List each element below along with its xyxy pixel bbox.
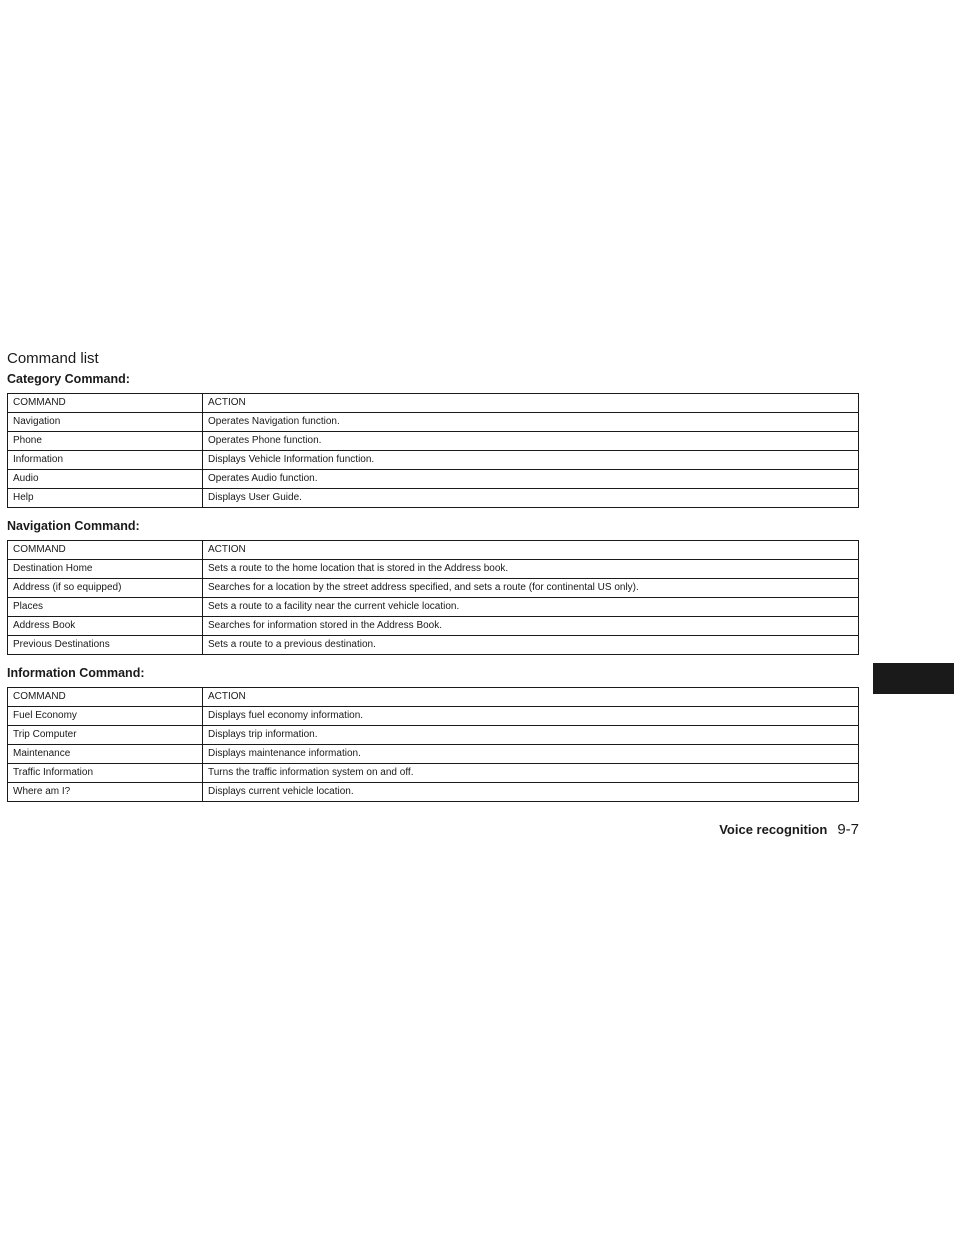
command-cell: Help: [8, 489, 203, 508]
command-cell: Maintenance: [8, 745, 203, 764]
table-header-cell: ACTION: [203, 688, 859, 707]
table-row: [8, 707, 859, 726]
command-cell: Fuel Economy: [8, 707, 203, 726]
table-row: [8, 413, 859, 432]
action-cell: Operates Navigation function.: [203, 413, 859, 432]
page-number: 9-7: [837, 821, 859, 838]
table-header-row: [8, 394, 859, 413]
command-cell: Navigation: [8, 413, 203, 432]
command-cell: Address (if so equipped): [8, 579, 203, 598]
table-row: [8, 783, 859, 802]
action-cell: Displays Vehicle Information function.: [203, 451, 859, 470]
table-header-cell: COMMAND: [8, 541, 203, 560]
command-cell: Where am I?: [8, 783, 203, 802]
page-title: Command list: [7, 350, 99, 367]
command-cell: Trip Computer: [8, 726, 203, 745]
information-command-table: [7, 687, 859, 802]
action-cell: Displays fuel economy information.: [203, 707, 859, 726]
action-cell: Sets a route to a facility near the current vehicle location.: [203, 598, 859, 617]
navigation-command-heading: Navigation Command:: [7, 519, 140, 533]
table-header-row: [8, 688, 859, 707]
table-row: [8, 489, 859, 508]
table-header-cell: ACTION: [203, 541, 859, 560]
action-cell: Displays maintenance information.: [203, 745, 859, 764]
table-header-cell: COMMAND: [8, 394, 203, 413]
command-cell: Audio: [8, 470, 203, 489]
command-cell: Places: [8, 598, 203, 617]
table-header-cell: ACTION: [203, 394, 859, 413]
table-row: [8, 745, 859, 764]
action-cell: Sets a route to a previous destination.: [203, 636, 859, 655]
table-row: [8, 451, 859, 470]
table-row: [8, 470, 859, 489]
action-cell: Searches for a location by the street address specified, and sets a route (for continental US only).: [203, 579, 859, 598]
command-cell: Address Book: [8, 617, 203, 636]
table-row: [8, 579, 859, 598]
action-cell: Displays User Guide.: [203, 489, 859, 508]
table-row: [8, 617, 859, 636]
chapter-side-tab: [873, 663, 954, 694]
navigation-command-table: [7, 540, 859, 655]
information-command-heading: Information Command:: [7, 666, 145, 680]
command-cell: Destination Home: [8, 560, 203, 579]
table-row: [8, 432, 859, 451]
table-header-cell: COMMAND: [8, 688, 203, 707]
table-row: [8, 598, 859, 617]
page-content: [7, 348, 859, 811]
category-command-table: [7, 393, 859, 508]
action-cell: Displays trip information.: [203, 726, 859, 745]
footer-chapter-title: Voice recognition: [719, 822, 828, 837]
action-cell: Turns the traffic information system on and off.: [203, 764, 859, 783]
table-row: [8, 764, 859, 783]
command-cell: Previous Destinations: [8, 636, 203, 655]
page-footer: [719, 820, 859, 840]
action-cell: Operates Audio function.: [203, 470, 859, 489]
table-row: [8, 636, 859, 655]
table-row: [8, 560, 859, 579]
category-command-heading: Category Command:: [7, 372, 130, 386]
action-cell: Displays current vehicle location.: [203, 783, 859, 802]
command-cell: Traffic Information: [8, 764, 203, 783]
table-header-row: [8, 541, 859, 560]
table-row: [8, 726, 859, 745]
action-cell: Searches for information stored in the Address Book.: [203, 617, 859, 636]
command-cell: Phone: [8, 432, 203, 451]
command-cell: Information: [8, 451, 203, 470]
action-cell: Sets a route to the home location that is stored in the Address book.: [203, 560, 859, 579]
action-cell: Operates Phone function.: [203, 432, 859, 451]
